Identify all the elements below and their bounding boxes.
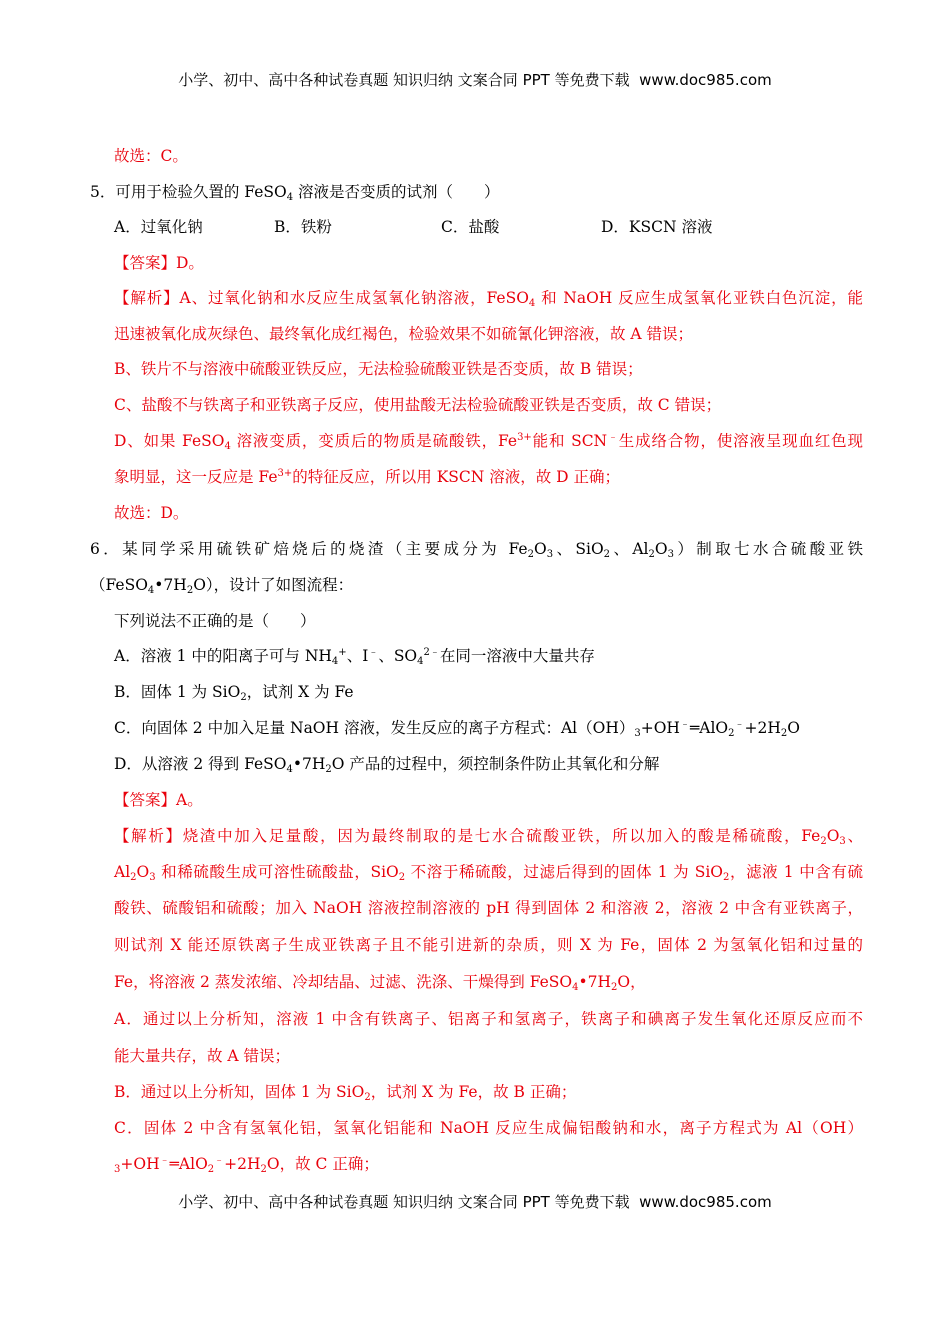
prev-answer-selection: 故选：C。 — [114, 147, 188, 165]
question-6-answer: 【答案】A。 — [114, 791, 203, 809]
question-6-option-d: D．从溶液 2 得到 $FeSO_4•7H_2O$ 产品的过程中，须控制条件防止其氧化和分解 — [114, 755, 660, 775]
question-6-option-a: A．溶液 1 中的阳离子可与 $NH_4^+$、I﹣、$SO_4^{2﹣}$在同一溶液中大量共存 — [114, 647, 595, 667]
question-6-explanation-line: 能大量共存，故 A 错误； — [114, 1047, 291, 1065]
question-5-answer: 【答案】D。 — [114, 254, 204, 272]
question-6-explanation-line: $Al_2O_3$ 和稀硫酸生成可溶性硫酸盐，SiO$_2$ 不溶于稀硫酸，过滤后得到的固体 1 为 SiO$_2$，滤液 1 中含有硫 — [114, 863, 863, 883]
option-d: D．KSCN 溶液 — [601, 218, 713, 236]
footer-text: 小学、初中、高中各种试卷真题 知识归纳 文案合同 PPT 等免费下载 — [178, 1193, 630, 1211]
page-footer — [0, 1191, 950, 1212]
question-6-explanation-line: 则试剂 X 能还原铁离子生成亚铁离子且不能引进新的杂质，则 X 为 Fe，固体 2 为氢氧化铝和过量的 — [114, 936, 863, 954]
question-6-explanation-line: Fe，将溶液 2 蒸发浓缩、冷却结晶、过滤、洗涤、干燥得到 $FeSO_4•7H_2O$， — [114, 973, 646, 993]
question-6-option-b: B．固体 1 为 SiO$_2$，试剂 X 为 Fe — [114, 683, 354, 703]
question-5-explanation-line: 象明显，这一反应是 $Fe^{3+}$的特征反应，所以用 KSCN 溶液，故 D 正确； — [114, 468, 621, 486]
question-6-stem-cont: $(FeSO_4•7H_2O)$，设计了如图流程： — [90, 576, 354, 596]
footer-site: www.doc985.com — [639, 1193, 772, 1211]
question-5-explanation-line: 【解析】A、过氧化钠和水反应生成氢氧化钠溶液，FeSO$_4$ 和 NaOH 反应生成氢氧化亚铁白色沉淀，能 — [114, 289, 864, 309]
question-5-options — [114, 217, 834, 237]
option-c: C．盐酸 — [441, 218, 500, 236]
option-b: B．铁粉 — [274, 218, 332, 236]
question-5-explanation-line: D、如果 FeSO$_4$ 溶液变质，变质后的物质是硫酸铁，$Fe^{3+}$能和 SCN﹣生成络合物，使溶液呈现血红色现 — [114, 432, 864, 452]
option-a: A．过氧化钠 — [114, 218, 203, 236]
question-5-explanation-line: 迅速被氧化成灰绿色、最终氧化成红褐色，检验效果不如硫氰化钾溶液，故 A 错误； — [114, 325, 694, 343]
question-5-stem: 5．可用于检验久置的 FeSO$_4$ 溶液是否变质的试剂（ ） — [90, 183, 500, 203]
question-6-stem: 6．某同学采用硫铁矿焙烧后的烧渣（主要成分为 $Fe_2O_3$、SiO$_2$、$Al_2O_3$）制取七水合硫酸亚铁 — [90, 540, 863, 560]
question-5-selection: 故选：D。 — [114, 504, 189, 522]
question-6-explanation-line: 【解析】烧渣中加入足量酸，因为最终制取的是七水合硫酸亚铁，所以加入的酸是稀硫酸，$Fe_2O_3$、 — [114, 827, 863, 847]
question-6-explanation-line: B．通过以上分析知，固体 1 为 SiO$_2$，试剂 X 为 Fe，故 B 正确； — [114, 1083, 577, 1103]
question-6-explanation-line: C．固体 2 中含有氢氧化铝，氢氧化铝能和 NaOH 反应生成偏铝酸钠和水，离子方程式为 Al（OH） — [114, 1119, 863, 1137]
question-5-explanation-line: C、盐酸不与铁离子和亚铁离子反应，使用盐酸无法检验硫酸亚铁是否变质，故 C 错误； — [114, 396, 722, 414]
header-site: www.doc985.com — [639, 71, 772, 89]
question-6-explanation-line: $_3+OH^﹣═AlO_2^﹣+2H_2O$，故 C 正确； — [114, 1155, 379, 1175]
question-6-explanation-line: 酸铁、硫酸铝和硫酸；加入 NaOH 溶液控制溶液的 pH 得到固体 2 和溶液 2，溶液 2 中含有亚铁离子， — [114, 899, 863, 917]
question-6-option-c: C．向固体 2 中加入足量 NaOH 溶液，发生反应的离子方程式：$Al(OH)_3+OH^﹣═AlO_2^﹣+2H_2O$ — [114, 719, 800, 739]
question-6-explanation-line: A．通过以上分析知，溶液 1 中含有铁离子、铝离子和氢离子，铁离子和碘离子发生氧化还原反应而不 — [114, 1010, 863, 1028]
page-header — [0, 69, 950, 90]
question-5-explanation-line: B、铁片不与溶液中硫酸亚铁反应，无法检验硫酸亚铁是否变质，故 B 错误； — [114, 360, 643, 378]
header-text: 小学、初中、高中各种试卷真题 知识归纳 文案合同 PPT 等免费下载 — [178, 71, 630, 89]
question-6-prompt: 下列说法不正确的是（ ） — [114, 612, 316, 630]
